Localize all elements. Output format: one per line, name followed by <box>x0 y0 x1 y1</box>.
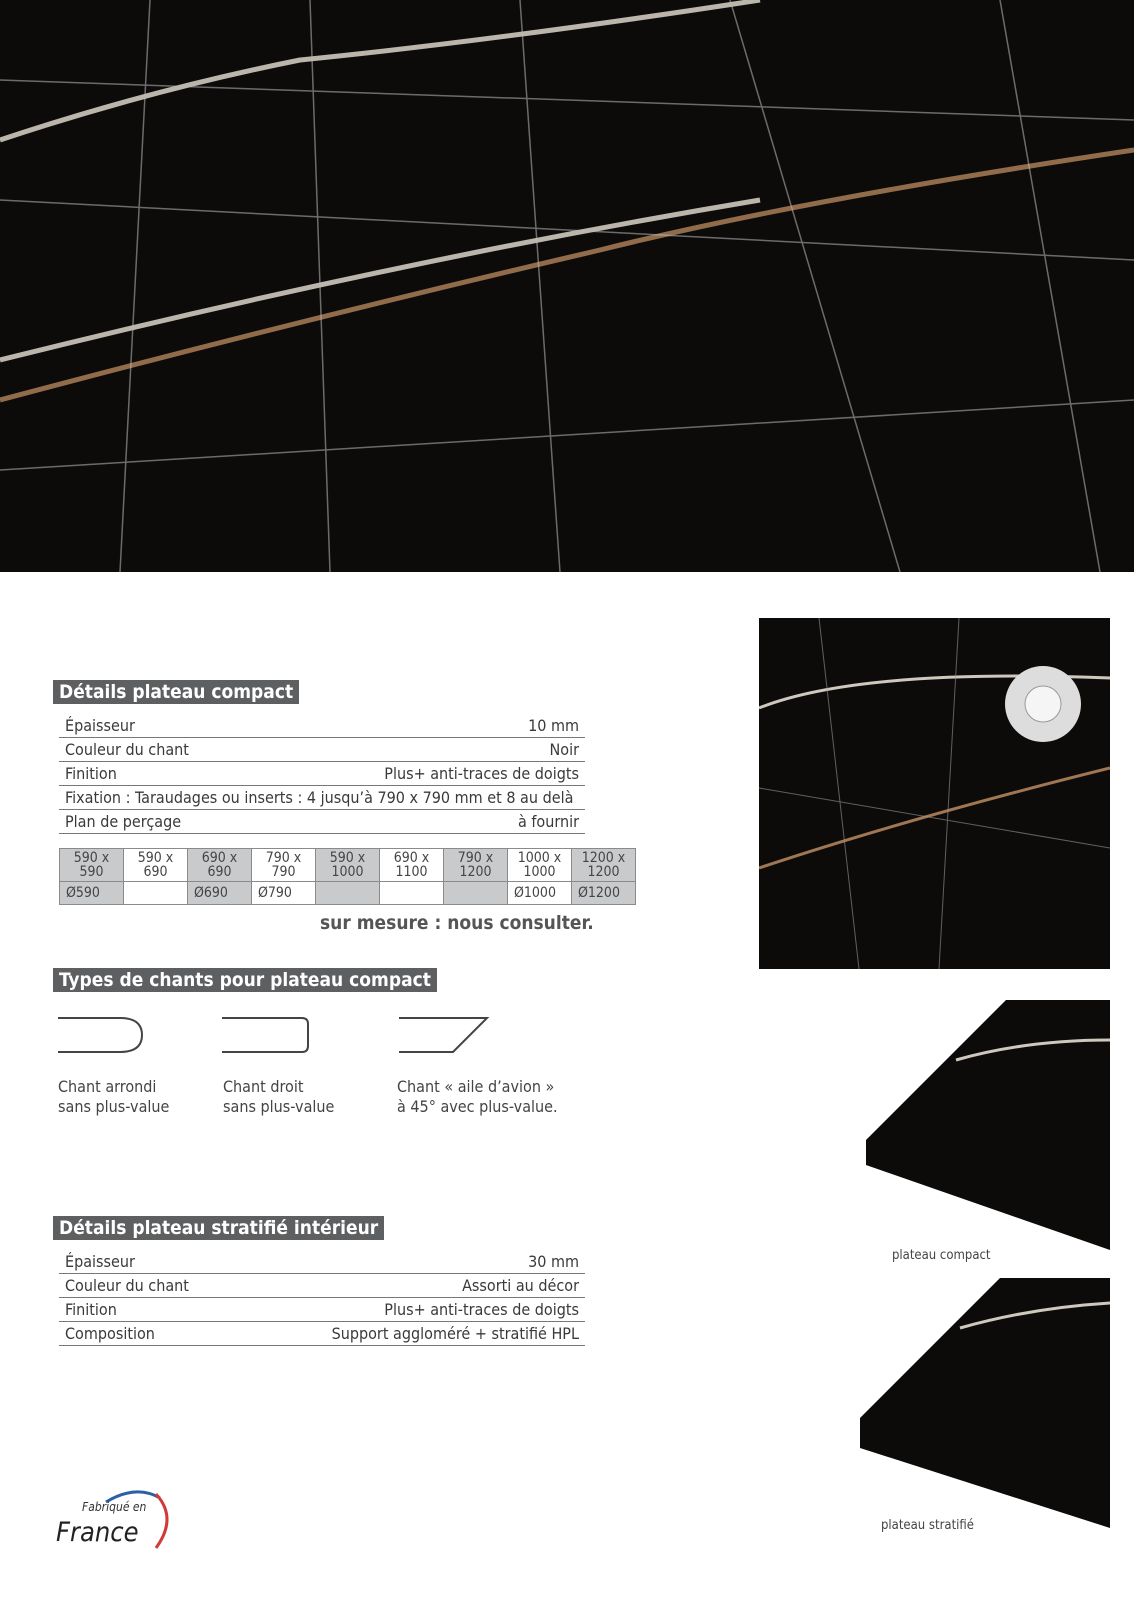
spec-value: à fournir <box>517 812 579 831</box>
spec-label: Plan de perçage <box>65 812 182 831</box>
size-cell: 690 x 690 <box>188 849 252 882</box>
spec-label: Épaisseur <box>65 716 135 735</box>
size-cell: 590 x 590 <box>60 849 124 882</box>
marble-hero-image <box>0 0 1134 572</box>
diameter-cell: Ø790 <box>252 882 316 905</box>
stratifie-caption: plateau stratifié <box>881 1518 974 1533</box>
spec-row <box>59 1274 585 1298</box>
spec-row <box>59 810 585 834</box>
spec-label: Couleur du chant <box>65 740 189 759</box>
size-cell: 590 x 690 <box>124 849 188 882</box>
diameter-cell: Ø1200 <box>572 882 636 905</box>
size-cell: 1000 x 1000 <box>508 849 572 882</box>
spec-value: Support aggloméré + stratifié HPL <box>331 1324 579 1343</box>
spec-label: Fixation : Taraudages ou inserts : 4 jusqu’à 790 x 790 mm et 8 au delà <box>65 788 574 807</box>
stratifie-specs <box>59 1250 585 1346</box>
spec-value: Plus+ anti-traces de doigts <box>384 764 579 783</box>
compact-caption: plateau compact <box>892 1248 991 1263</box>
bevel-edge-icon <box>399 1012 491 1056</box>
diameter-cell: Ø690 <box>188 882 252 905</box>
spec-value: Noir <box>549 740 579 759</box>
diameter-cell: Ø590 <box>60 882 124 905</box>
compact-angle-image <box>866 1000 1110 1250</box>
spec-row <box>59 762 585 786</box>
straight-edge-icon <box>222 1012 312 1056</box>
spec-label: Épaisseur <box>65 1252 135 1271</box>
diameter-cell <box>380 882 444 905</box>
spec-value: Assorti au décor <box>462 1276 579 1295</box>
compact-specs <box>59 714 585 834</box>
edge-label-straight: Chant droit sans plus-value <box>223 1077 335 1116</box>
spec-row <box>59 738 585 762</box>
rounded-edge-icon <box>58 1012 148 1056</box>
spec-row <box>59 1298 585 1322</box>
size-cell: 690 x 1100 <box>380 849 444 882</box>
size-cell: 590 x 1000 <box>316 849 380 882</box>
spec-row <box>59 1250 585 1274</box>
size-cell: 790 x 790 <box>252 849 316 882</box>
edge-label-bevel: Chant « aile d’avion » à 45° avec plus-value. <box>397 1077 558 1116</box>
compact-details-heading: Détails plateau compact <box>53 680 299 704</box>
made-in-france-logo <box>56 1488 176 1552</box>
diameter-cell <box>316 882 380 905</box>
logo-line2: France <box>56 1517 139 1548</box>
spec-row <box>59 786 585 810</box>
spec-value: Plus+ anti-traces de doigts <box>384 1300 579 1319</box>
edge-types-heading: Types de chants pour plateau compact <box>53 968 437 992</box>
diameter-cell: Ø1000 <box>508 882 572 905</box>
size-cell: 790 x 1200 <box>444 849 508 882</box>
diameter-cell <box>124 882 188 905</box>
size-table <box>59 848 636 905</box>
spec-label: Couleur du chant <box>65 1276 189 1295</box>
spec-row <box>59 1322 585 1346</box>
spec-row <box>59 714 585 738</box>
custom-size-note: sur mesure : nous consulter. <box>320 912 594 934</box>
compact-sample-image <box>759 618 1110 969</box>
stratifie-angle-image <box>860 1278 1110 1528</box>
diameter-cell <box>444 882 508 905</box>
logo-line1: Fabriqué en <box>82 1500 147 1514</box>
spec-label: Finition <box>65 764 117 783</box>
edge-label-rounded: Chant arrondi sans plus-value <box>58 1077 170 1116</box>
spec-value: 30 mm <box>528 1252 579 1271</box>
size-cell: 1200 x 1200 <box>572 849 636 882</box>
spec-label: Composition <box>65 1324 155 1343</box>
stratifie-details-heading: Détails plateau stratifié intérieur <box>53 1216 384 1240</box>
spec-label: Finition <box>65 1300 117 1319</box>
spec-value: 10 mm <box>528 716 579 735</box>
